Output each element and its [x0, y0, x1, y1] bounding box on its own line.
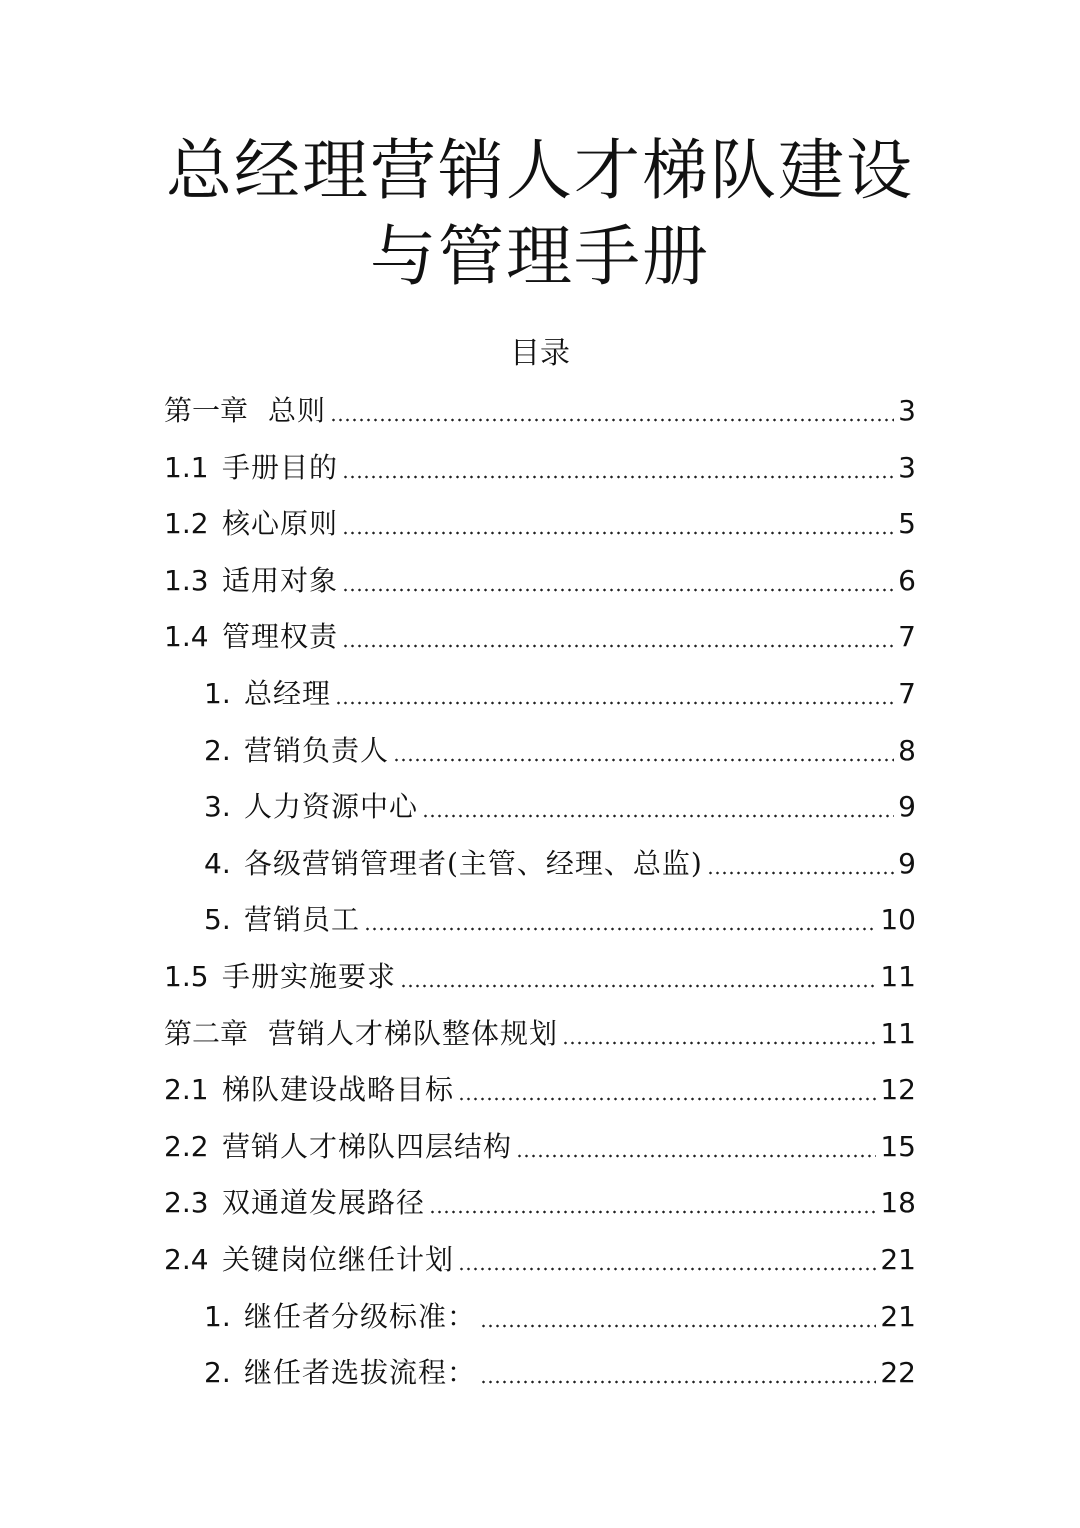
- toc-dot-leader: [480, 1380, 876, 1384]
- toc-entry-number: 1.: [204, 677, 231, 710]
- toc-entry-page-number: 11: [880, 1017, 916, 1050]
- toc-dot-leader: [330, 418, 894, 422]
- toc-entry-page-number: 7: [898, 620, 916, 653]
- toc-entry-page-number: 21: [880, 1300, 916, 1333]
- toc-entry-number: 第一章: [164, 394, 249, 427]
- toc-entry-page-number: 5: [898, 507, 916, 540]
- toc-entry[interactable]: [204, 1290, 916, 1344]
- toc-entry-page-number: 3: [898, 451, 916, 484]
- toc-entry-page-number: 9: [898, 847, 916, 880]
- toc-entry[interactable]: [164, 950, 916, 1004]
- toc-entry[interactable]: [204, 667, 916, 721]
- toc-entry[interactable]: [164, 610, 916, 664]
- toc-entry[interactable]: [204, 837, 916, 891]
- toc-entry[interactable]: [164, 497, 916, 551]
- toc-dot-leader: [342, 531, 894, 535]
- toc-dot-leader: [707, 871, 894, 875]
- toc-dot-leader: [335, 701, 894, 705]
- toc-entry-label: 手册目的: [222, 451, 339, 484]
- toc-entry-number: 1.4: [164, 620, 209, 653]
- toc-entry[interactable]: [204, 1346, 916, 1400]
- document-title-line-2: 与管理手册: [370, 218, 710, 295]
- toc-dot-leader: [458, 1267, 876, 1271]
- toc-entry-label: 营销负责人: [244, 734, 390, 767]
- toc-entry[interactable]: [164, 1063, 916, 1117]
- toc-dot-leader: [342, 644, 894, 648]
- toc-dot-leader: [562, 1041, 876, 1045]
- document-title-line-1: 总经理营销人才梯队建设: [166, 132, 914, 209]
- toc-entry-label: 继任者选拔流程：: [244, 1356, 477, 1389]
- toc-entry-page-number: 21: [880, 1243, 916, 1276]
- toc-dot-leader: [458, 1097, 876, 1101]
- toc-entry-number: 1.: [204, 1300, 231, 1333]
- toc-entry-label: 核心原则: [222, 507, 339, 540]
- toc-entry-number: 2.: [204, 734, 231, 767]
- toc-entry-number: 2.2: [164, 1130, 209, 1163]
- toc-entry-page-number: 10: [880, 903, 916, 936]
- toc-entry[interactable]: [164, 1007, 916, 1061]
- toc-entry-label: 双通道发展路径: [222, 1186, 426, 1219]
- toc-entry-label: 营销员工: [244, 903, 361, 936]
- toc-entry-page-number: 8: [898, 734, 916, 767]
- toc-entry-label: 手册实施要求: [222, 960, 397, 993]
- toc-dot-leader: [342, 475, 894, 479]
- toc-entry-page-number: 6: [898, 564, 916, 597]
- toc-entry-number: 2.: [204, 1356, 231, 1389]
- toc-entry[interactable]: [164, 441, 916, 495]
- toc-entry-page-number: 9: [898, 790, 916, 823]
- toc-dot-leader: [480, 1324, 876, 1328]
- toc-entry-label: 适用对象: [222, 564, 339, 597]
- toc-entry[interactable]: [164, 384, 916, 438]
- toc-dot-leader: [342, 588, 894, 592]
- toc-entry-label: 营销人才梯队整体规划: [268, 1017, 559, 1050]
- toc-entry-number: 4.: [204, 847, 231, 880]
- toc-entry-page-number: 22: [880, 1356, 916, 1389]
- toc-entry-label: 总则: [268, 394, 327, 427]
- toc-dot-leader: [422, 814, 894, 818]
- toc-entry-number: 2.1: [164, 1073, 209, 1106]
- toc-dot-leader: [364, 927, 876, 931]
- toc-entry-number: 1.3: [164, 564, 209, 597]
- toc-entry-label: 人力资源中心: [244, 790, 419, 823]
- toc-entry[interactable]: [204, 780, 916, 834]
- toc-entry-number: 1.2: [164, 507, 209, 540]
- toc-entry-label: 梯队建设战略目标: [222, 1073, 455, 1106]
- toc-entry-number: 1.1: [164, 451, 209, 484]
- toc-entry-label: 管理权责: [222, 620, 339, 653]
- toc-entry-number: 5.: [204, 903, 231, 936]
- toc-entry-label: 总经理: [244, 677, 332, 710]
- toc-dot-leader: [516, 1154, 876, 1158]
- toc-entry-label: 营销人才梯队四层结构: [222, 1130, 513, 1163]
- toc-entry[interactable]: [164, 1233, 916, 1287]
- toc-entry-page-number: 3: [898, 394, 916, 427]
- toc-entry[interactable]: [164, 554, 916, 608]
- toc-entry-page-number: 7: [898, 677, 916, 710]
- toc-entry-page-number: 18: [880, 1186, 916, 1219]
- toc-entry-page-number: 15: [880, 1130, 916, 1163]
- toc-entry[interactable]: [204, 724, 916, 778]
- toc-entry[interactable]: [164, 1176, 916, 1230]
- toc-entry-number: 2.3: [164, 1186, 209, 1219]
- toc-entry-number: 1.5: [164, 960, 209, 993]
- toc-entry-label: 继任者分级标准：: [244, 1300, 477, 1333]
- toc-dot-leader: [400, 984, 876, 988]
- toc-entry-page-number: 12: [880, 1073, 916, 1106]
- toc-entry-number: 第二章: [164, 1017, 249, 1050]
- toc-entry-number: 3.: [204, 790, 231, 823]
- toc-entry-number: 2.4: [164, 1243, 209, 1276]
- toc-heading: 目录: [510, 336, 570, 371]
- toc-entry-page-number: 11: [880, 960, 916, 993]
- toc-dot-leader: [393, 758, 894, 762]
- toc-entry-label: 关键岗位继任计划: [222, 1243, 455, 1276]
- toc-dot-leader: [429, 1210, 876, 1214]
- toc-entry-label: 各级营销管理者(主管、经理、总监): [244, 847, 703, 880]
- toc-entry[interactable]: [164, 1120, 916, 1174]
- toc-entry[interactable]: [204, 893, 916, 947]
